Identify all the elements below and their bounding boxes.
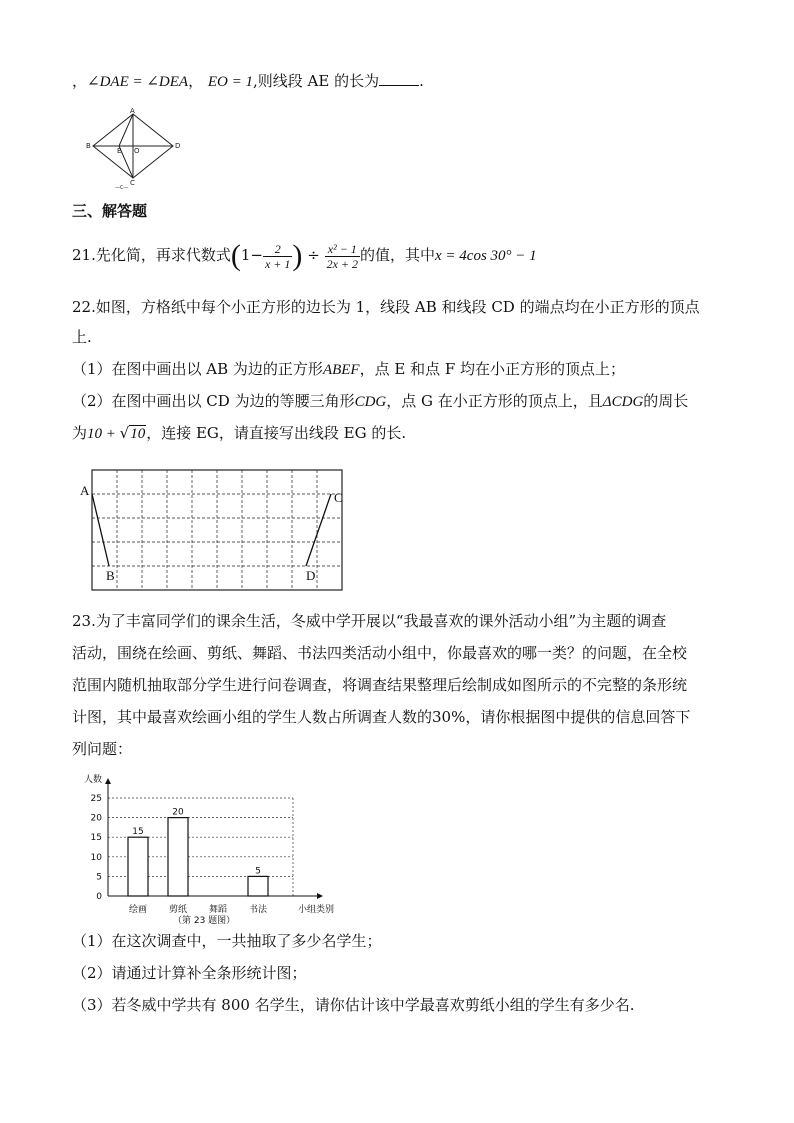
q23-question3: （3）若冬威中学共有 800 名学生，请你估计该中学最喜欢剪纸小组的学生有多少名. (72, 996, 635, 1014)
answer-blank[interactable] (379, 71, 419, 86)
q23-line1: 23.为了丰富同学们的课余生活，冬威中学开展以“我最喜欢的课外活动小组”为主题的调查 (72, 612, 667, 630)
label-O: O (134, 147, 140, 155)
q23-line5: 列问题： (72, 740, 133, 758)
y-tick-label: 5 (96, 872, 102, 883)
segment-CD (306, 494, 331, 566)
x-axis-arrow (317, 893, 323, 899)
x-tick-label: 书法 (248, 905, 268, 915)
q21-line: 21.先化简，再求代数式(1− $\frac{2}{x + 1}$ ) ÷ $\frac{\text{x² − 1}}{2x + 2}$ 的值，其中x = 4cos 30° − 1 (72, 239, 537, 272)
bar-value-label: 15 (132, 827, 144, 838)
bar-value-label: 5 (255, 866, 261, 877)
x-tick-label: 剪纸 (168, 905, 188, 915)
x-axis-label: 小组类别 (298, 905, 335, 915)
rhombus-figure (85, 108, 185, 190)
q23-line2: 活动，围绕在绘画、剪纸、舞蹈、书法四类活动小组中，你最喜欢的哪一类？的问题，在全校 (72, 644, 688, 662)
q23-line4: 计图，其中最喜欢绘画小组的学生人数占所调查人数的30%，请你根据图中提供的信息回答下 (72, 708, 691, 726)
y-axis-label: 人数 (84, 775, 103, 785)
q23-question2: （2）请通过计算补全条形统计图； (72, 964, 307, 982)
q23-line3: 范围内随机抽取部分学生进行问卷调查，将调查结果整理后绘制成如图所示的不完整的条形统 (72, 676, 688, 694)
q22-line1: 22.如图，方格纸中每个小正方形的边长为 1，线段 AB 和线段 CD 的端点均在小正方形的顶点 (72, 298, 700, 316)
grid-label-C: C (334, 490, 343, 505)
figure-caption: —C— (115, 185, 129, 190)
label-C: C (130, 179, 135, 187)
x-tick-label: 舞蹈 (208, 905, 228, 915)
x-tick-label: 绘画 (128, 905, 148, 915)
q22-part1: （1）在图中画出以 AB 为边的正方形ABEF，点 E 和点 F 均在小正方形的顶点上； (72, 360, 626, 378)
label-B: B (86, 142, 91, 150)
grid-figure (76, 462, 352, 596)
chart-caption: （第 23 题图） (173, 916, 236, 924)
grid-label-D: D (306, 568, 316, 583)
bar (128, 837, 148, 896)
label-E: E (117, 147, 122, 155)
q22-part2: （2）在图中画出以 CD 为边的等腰三角形CDG，点 G 在小正方形的顶点上，且ΔCDG的周长 (72, 392, 689, 410)
grid-label-A: A (80, 483, 90, 498)
segment-AB (92, 494, 109, 566)
q22-line2: 上. (72, 328, 92, 346)
bar (168, 818, 188, 896)
label-A: A (130, 108, 135, 115)
y-tick-label: 25 (90, 794, 102, 804)
q23-question1: （1）在这次调查中，一共抽取了多少名学生； (72, 932, 382, 950)
q22-part2-cont: 为10 + √10，连接 EG，请直接写出线段 EG 的长. (72, 424, 407, 442)
y-tick-label: 0 (96, 892, 102, 902)
bar-value-label: 20 (172, 807, 184, 818)
grid-label-B: B (106, 568, 115, 583)
q20-line: ，∠DAE = ∠DEA， EO = 1,则线段 AE 的长为 . (72, 72, 424, 90)
bar (248, 876, 268, 896)
section-title: 三、解答题 (72, 202, 148, 220)
y-tick-label: 10 (90, 852, 102, 863)
bar-chart (78, 770, 358, 924)
y-tick-label: 15 (90, 833, 102, 844)
y-tick-label: 20 (90, 813, 102, 824)
y-axis-arrow (105, 778, 111, 784)
label-D: D (175, 142, 181, 150)
